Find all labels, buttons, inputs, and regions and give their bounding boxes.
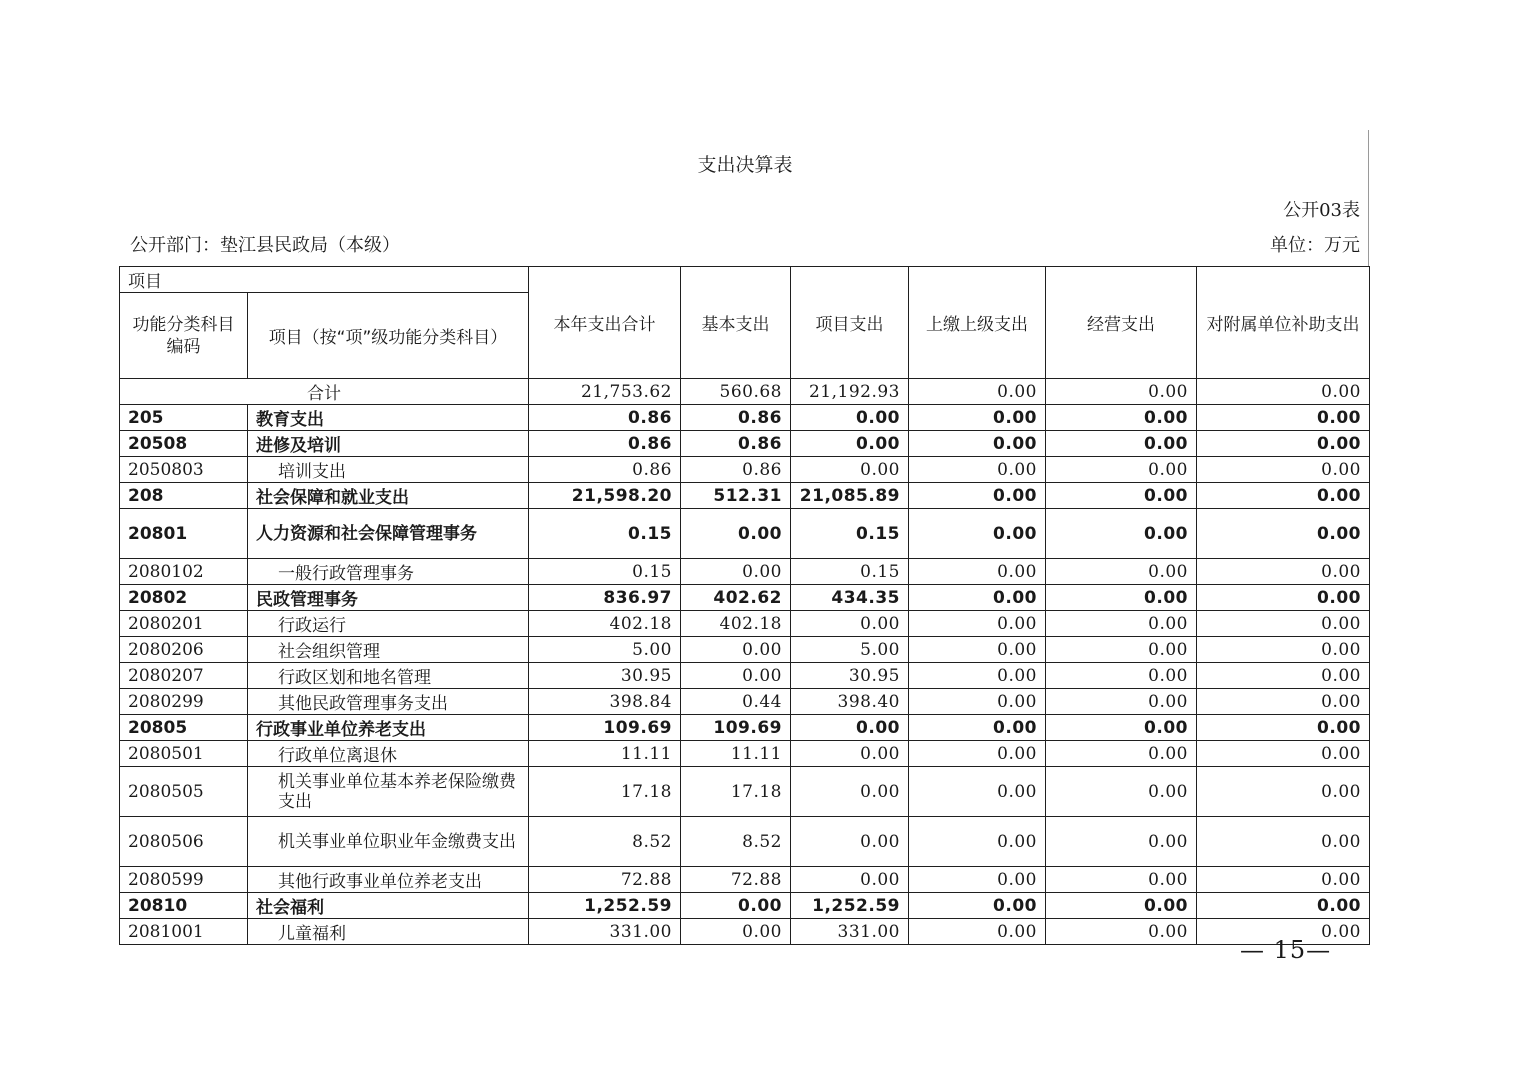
row-upper: 0.00 <box>909 483 1046 509</box>
row-basic: 402.18 <box>681 611 791 637</box>
table-row <box>120 689 1370 715</box>
row-subsidy: 0.00 <box>1197 867 1370 893</box>
row-business: 0.00 <box>1046 867 1197 893</box>
row-total: 72.88 <box>529 867 681 893</box>
row-upper: 0.00 <box>909 919 1046 945</box>
table-row <box>120 715 1370 741</box>
row-subsidy: 0.00 <box>1197 509 1370 559</box>
row-code: 20802 <box>120 585 248 611</box>
row-name: 教育支出 <box>248 405 529 431</box>
row-business: 0.00 <box>1046 611 1197 637</box>
row-basic: 0.00 <box>681 559 791 585</box>
row-basic: 72.88 <box>681 867 791 893</box>
row-total: 8.52 <box>529 817 681 867</box>
table-row <box>120 483 1370 509</box>
row-name: 行政单位离退休 <box>248 741 529 767</box>
row-item: 21,085.89 <box>791 483 909 509</box>
total-upper: 0.00 <box>909 379 1046 405</box>
row-subsidy: 0.00 <box>1197 741 1370 767</box>
row-subsidy: 0.00 <box>1197 585 1370 611</box>
row-subsidy: 0.00 <box>1197 767 1370 817</box>
header-code: 功能分类科目编码 <box>120 293 248 379</box>
row-business: 0.00 <box>1046 767 1197 817</box>
table-row <box>120 893 1370 919</box>
row-item: 30.95 <box>791 663 909 689</box>
row-total: 11.11 <box>529 741 681 767</box>
row-business: 0.00 <box>1046 689 1197 715</box>
row-upper: 0.00 <box>909 689 1046 715</box>
row-subsidy: 0.00 <box>1197 559 1370 585</box>
row-total: 398.84 <box>529 689 681 715</box>
row-code: 2080505 <box>120 767 248 817</box>
row-total: 1,252.59 <box>529 893 681 919</box>
row-name: 行政区划和地名管理 <box>248 663 529 689</box>
row-code: 20508 <box>120 431 248 457</box>
row-item: 398.40 <box>791 689 909 715</box>
header-project: 项目 <box>120 267 529 293</box>
row-code: 20805 <box>120 715 248 741</box>
row-subsidy: 0.00 <box>1197 431 1370 457</box>
row-basic: 0.00 <box>681 637 791 663</box>
row-upper: 0.00 <box>909 741 1046 767</box>
row-item: 0.15 <box>791 509 909 559</box>
row-basic: 8.52 <box>681 817 791 867</box>
row-business: 0.00 <box>1046 559 1197 585</box>
row-upper: 0.00 <box>909 637 1046 663</box>
row-item: 0.00 <box>791 611 909 637</box>
row-name: 行政运行 <box>248 611 529 637</box>
row-subsidy: 0.00 <box>1197 637 1370 663</box>
row-business: 0.00 <box>1046 483 1197 509</box>
document-title: 支出决算表 <box>697 154 793 176</box>
row-upper: 0.00 <box>909 817 1046 867</box>
row-total: 109.69 <box>529 715 681 741</box>
row-code: 2081001 <box>120 919 248 945</box>
row-code: 2080201 <box>120 611 248 637</box>
row-basic: 109.69 <box>681 715 791 741</box>
total-basic: 560.68 <box>681 379 791 405</box>
form-number: 公开03表 <box>1283 200 1360 221</box>
row-total: 402.18 <box>529 611 681 637</box>
page-number: — 15— <box>1240 936 1332 964</box>
row-name: 儿童福利 <box>248 919 529 945</box>
unit-label: 单位：万元 <box>1270 235 1360 256</box>
table-row <box>120 585 1370 611</box>
row-item: 0.00 <box>791 867 909 893</box>
row-item: 434.35 <box>791 585 909 611</box>
row-business: 0.00 <box>1046 893 1197 919</box>
row-business: 0.00 <box>1046 405 1197 431</box>
row-upper: 0.00 <box>909 585 1046 611</box>
table-row <box>120 919 1370 945</box>
row-upper: 0.00 <box>909 457 1046 483</box>
department-label: 公开部门：垫江县民政局（本级） <box>130 235 400 256</box>
row-code: 205 <box>120 405 248 431</box>
table-row <box>120 767 1370 817</box>
total-amount: 21,753.62 <box>529 379 681 405</box>
row-code: 20801 <box>120 509 248 559</box>
row-upper: 0.00 <box>909 431 1046 457</box>
row-business: 0.00 <box>1046 509 1197 559</box>
row-upper: 0.00 <box>909 715 1046 741</box>
table-row <box>120 663 1370 689</box>
row-basic: 0.00 <box>681 919 791 945</box>
row-total: 331.00 <box>529 919 681 945</box>
row-name: 人力资源和社会保障管理事务 <box>248 509 529 559</box>
row-upper: 0.00 <box>909 867 1046 893</box>
row-item: 0.00 <box>791 767 909 817</box>
row-item: 0.00 <box>791 457 909 483</box>
row-item: 0.00 <box>791 715 909 741</box>
row-basic: 0.86 <box>681 457 791 483</box>
expenditure-table <box>119 266 1370 945</box>
row-total: 0.86 <box>529 405 681 431</box>
header-total: 本年支出合计 <box>529 267 681 379</box>
row-name: 一般行政管理事务 <box>248 559 529 585</box>
table-row <box>120 559 1370 585</box>
row-basic: 0.00 <box>681 509 791 559</box>
row-subsidy: 0.00 <box>1197 817 1370 867</box>
row-business: 0.00 <box>1046 585 1197 611</box>
total-row <box>120 379 1370 405</box>
row-code: 2080206 <box>120 637 248 663</box>
row-item: 0.00 <box>791 817 909 867</box>
header-name: 项目（按“项”级功能分类科目） <box>248 293 529 379</box>
row-basic: 17.18 <box>681 767 791 817</box>
row-upper: 0.00 <box>909 663 1046 689</box>
row-upper: 0.00 <box>909 559 1046 585</box>
row-item: 0.00 <box>791 741 909 767</box>
row-subsidy: 0.00 <box>1197 715 1370 741</box>
total-label: 合计 <box>120 379 529 405</box>
row-total: 21,598.20 <box>529 483 681 509</box>
table-row <box>120 741 1370 767</box>
row-basic: 0.44 <box>681 689 791 715</box>
row-total: 0.15 <box>529 509 681 559</box>
row-name: 其他民政管理事务支出 <box>248 689 529 715</box>
row-code: 2050803 <box>120 457 248 483</box>
row-upper: 0.00 <box>909 611 1046 637</box>
header-upper: 上缴上级支出 <box>909 267 1046 379</box>
total-business: 0.00 <box>1046 379 1197 405</box>
row-basic: 0.86 <box>681 431 791 457</box>
row-name: 培训支出 <box>248 457 529 483</box>
table-row <box>120 431 1370 457</box>
row-upper: 0.00 <box>909 767 1046 817</box>
row-subsidy: 0.00 <box>1197 405 1370 431</box>
row-business: 0.00 <box>1046 663 1197 689</box>
table-row <box>120 867 1370 893</box>
row-upper: 0.00 <box>909 509 1046 559</box>
table-row <box>120 817 1370 867</box>
header-basic: 基本支出 <box>681 267 791 379</box>
row-subsidy: 0.00 <box>1197 919 1370 945</box>
row-item: 1,252.59 <box>791 893 909 919</box>
row-upper: 0.00 <box>909 405 1046 431</box>
row-total: 0.86 <box>529 457 681 483</box>
row-total: 836.97 <box>529 585 681 611</box>
total-subsidy: 0.00 <box>1197 379 1370 405</box>
row-business: 0.00 <box>1046 919 1197 945</box>
row-total: 30.95 <box>529 663 681 689</box>
row-item: 0.00 <box>791 431 909 457</box>
row-business: 0.00 <box>1046 431 1197 457</box>
row-business: 0.00 <box>1046 715 1197 741</box>
row-subsidy: 0.00 <box>1197 611 1370 637</box>
row-total: 17.18 <box>529 767 681 817</box>
row-business: 0.00 <box>1046 741 1197 767</box>
row-total: 5.00 <box>529 637 681 663</box>
row-name: 民政管理事务 <box>248 585 529 611</box>
row-subsidy: 0.00 <box>1197 483 1370 509</box>
row-name: 社会福利 <box>248 893 529 919</box>
row-code: 2080299 <box>120 689 248 715</box>
row-business: 0.00 <box>1046 637 1197 663</box>
row-total: 0.15 <box>529 559 681 585</box>
table-row <box>120 637 1370 663</box>
header-item: 项目支出 <box>791 267 909 379</box>
row-item: 0.00 <box>791 405 909 431</box>
row-item: 5.00 <box>791 637 909 663</box>
row-upper: 0.00 <box>909 893 1046 919</box>
row-basic: 0.86 <box>681 405 791 431</box>
row-item: 331.00 <box>791 919 909 945</box>
row-code: 2080207 <box>120 663 248 689</box>
row-business: 0.00 <box>1046 457 1197 483</box>
row-subsidy: 0.00 <box>1197 663 1370 689</box>
row-basic: 11.11 <box>681 741 791 767</box>
row-basic: 0.00 <box>681 893 791 919</box>
row-total: 0.86 <box>529 431 681 457</box>
row-code: 2080102 <box>120 559 248 585</box>
row-basic: 0.00 <box>681 663 791 689</box>
row-basic: 402.62 <box>681 585 791 611</box>
row-name: 社会保障和就业支出 <box>248 483 529 509</box>
row-basic: 512.31 <box>681 483 791 509</box>
table-row <box>120 457 1370 483</box>
row-item: 0.15 <box>791 559 909 585</box>
row-code: 2080501 <box>120 741 248 767</box>
row-name: 其他行政事业单位养老支出 <box>248 867 529 893</box>
row-name: 行政事业单位养老支出 <box>248 715 529 741</box>
header-subsidy: 对附属单位补助支出 <box>1197 267 1370 379</box>
row-name: 进修及培训 <box>248 431 529 457</box>
table-row <box>120 405 1370 431</box>
row-subsidy: 0.00 <box>1197 893 1370 919</box>
row-code: 2080506 <box>120 817 248 867</box>
header-business: 经营支出 <box>1046 267 1197 379</box>
table-row <box>120 509 1370 559</box>
row-code: 2080599 <box>120 867 248 893</box>
row-name: 社会组织管理 <box>248 637 529 663</box>
row-subsidy: 0.00 <box>1197 689 1370 715</box>
table-row <box>120 611 1370 637</box>
row-subsidy: 0.00 <box>1197 457 1370 483</box>
row-code: 208 <box>120 483 248 509</box>
row-code: 20810 <box>120 893 248 919</box>
total-item: 21,192.93 <box>791 379 909 405</box>
row-business: 0.00 <box>1046 817 1197 867</box>
row-name: 机关事业单位基本养老保险缴费支出 <box>248 767 529 817</box>
row-name: 机关事业单位职业年金缴费支出 <box>248 817 529 867</box>
